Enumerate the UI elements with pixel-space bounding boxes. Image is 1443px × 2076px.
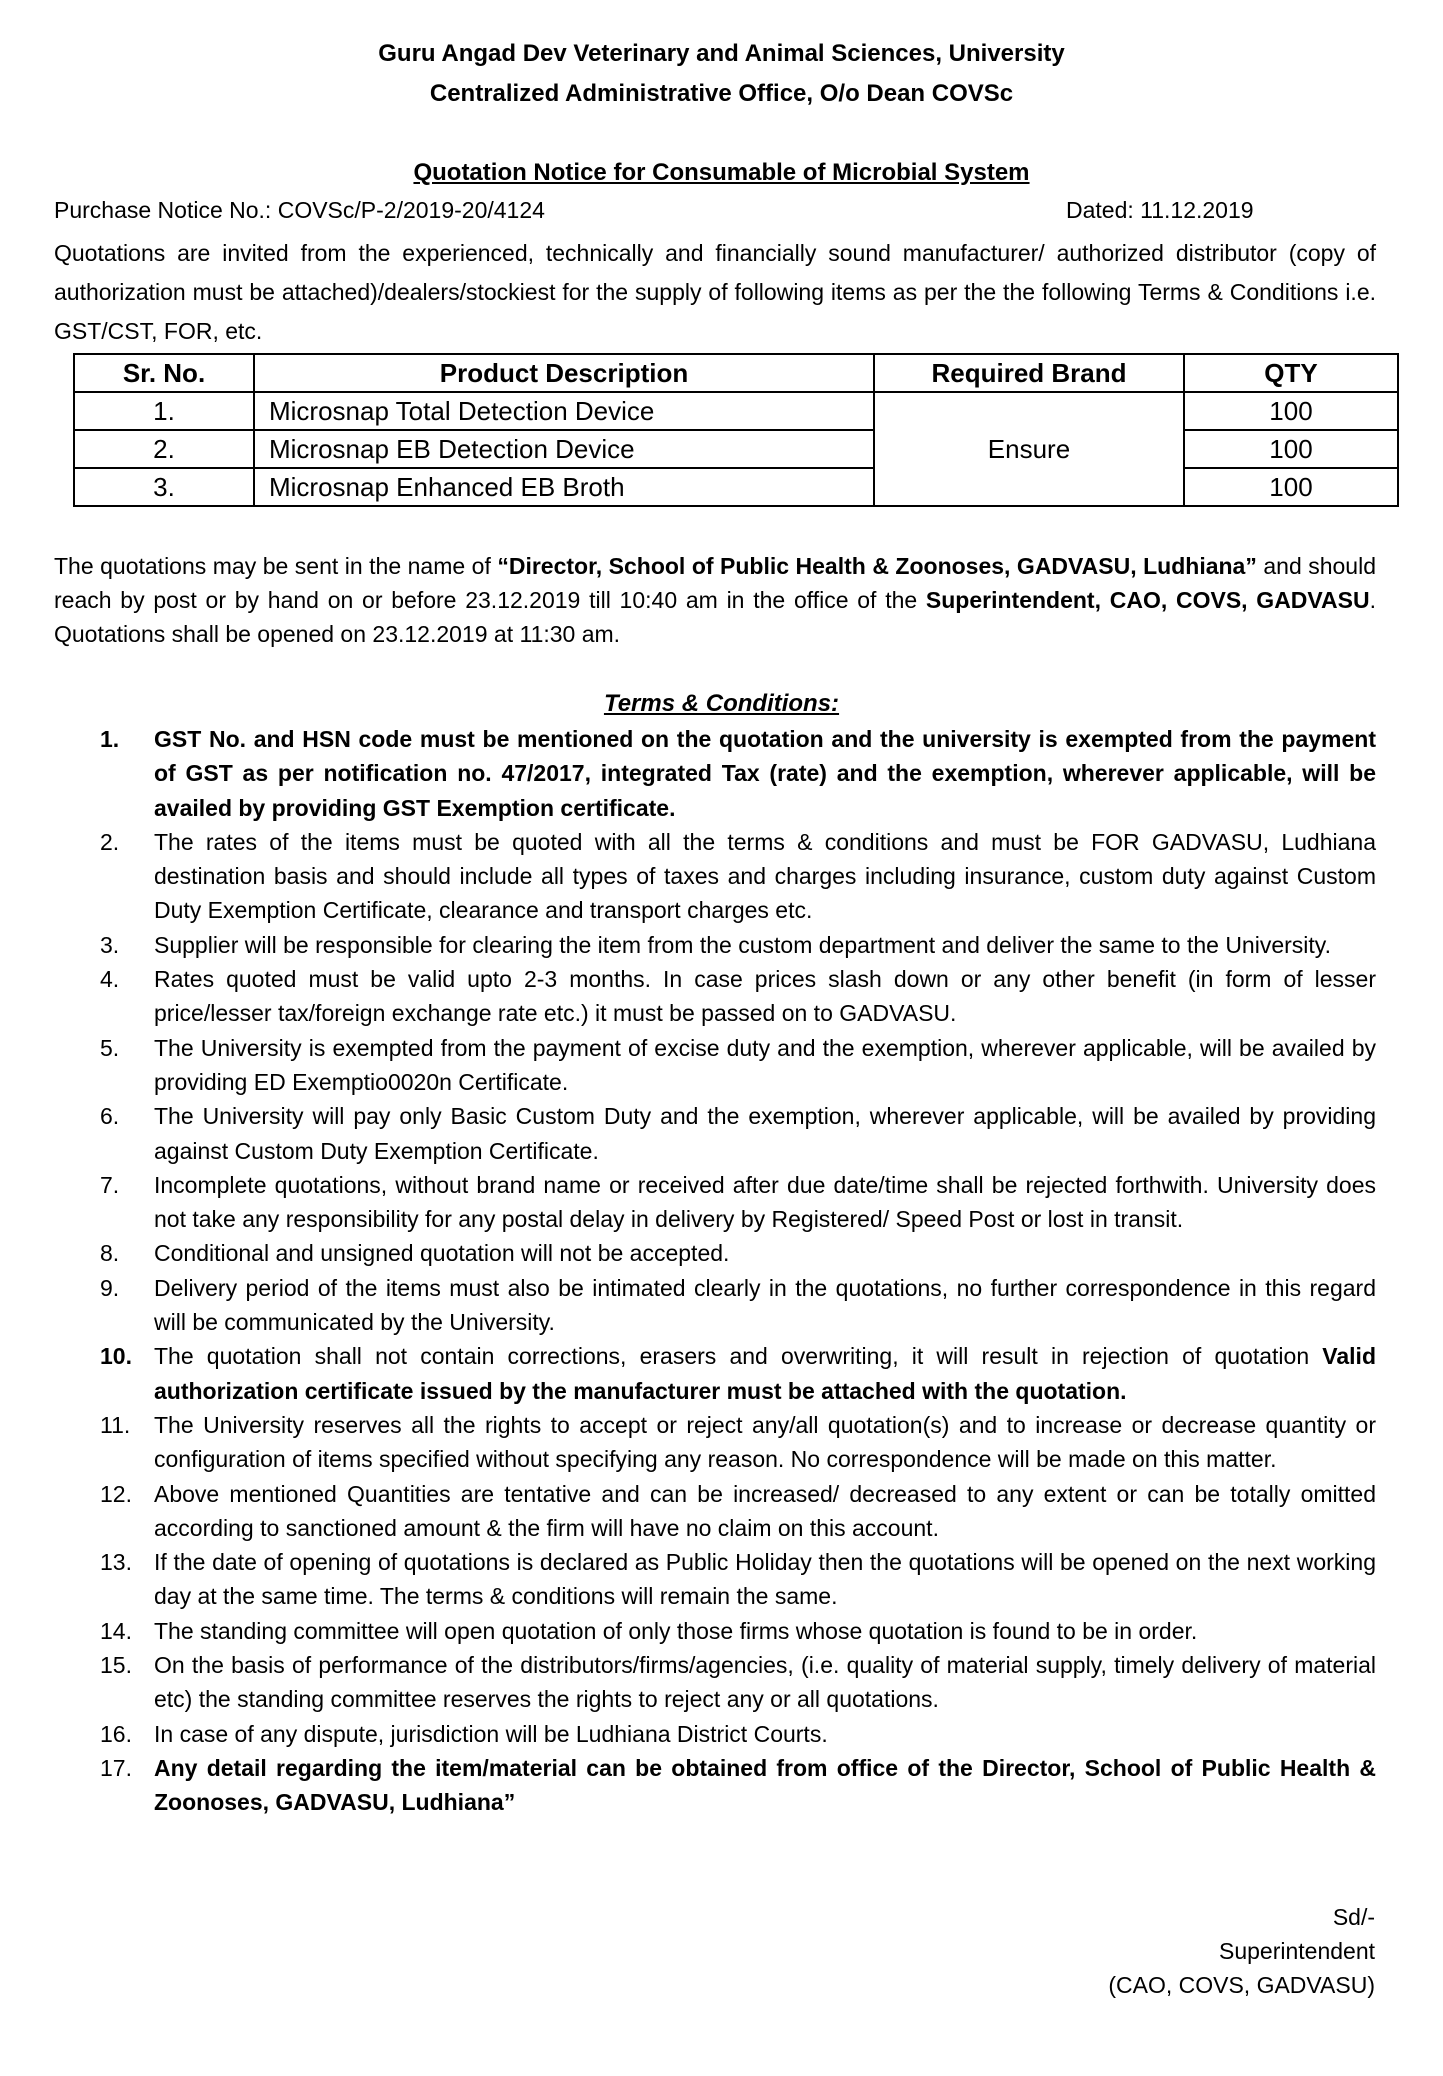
term-number: 3. — [100, 931, 120, 958]
row-brand: Ensure — [874, 392, 1184, 506]
row-qty: 100 — [1184, 468, 1398, 506]
term-text-plain: The quotation shall not contain corrections, erasers and overwriting, it will result in rejection of quotation — [154, 1343, 1310, 1370]
term-text-bold: Valid authorization certificate issued by the manufacturer must be attached with the quotation. — [154, 1343, 1376, 1404]
term-number: 15. — [100, 1652, 132, 1679]
term-number: 4. — [100, 966, 120, 993]
list-item — [100, 1648, 1376, 1717]
submission-text-3: . Quotations shall be opened on 23.12.2019 at 11:30 am. — [54, 587, 1377, 647]
signature-sd: Sd/- — [1332, 1904, 1375, 1930]
list-item — [100, 722, 1376, 825]
term-number: 1. — [100, 726, 120, 752]
list-item — [100, 1751, 1376, 1820]
term-number: 14. — [100, 1617, 132, 1644]
term-text: On the basis of performance of the distributors/firms/agencies, (i.e. quality of material supply, timely delivery of material etc) the standing committee reserves the rights to reject any or all quotations. — [154, 1652, 1376, 1713]
table-row — [74, 392, 1398, 430]
term-text: The standing committee will open quotation of only those firms whose quotation is found to be in order. — [154, 1617, 1198, 1644]
list-item — [100, 1545, 1376, 1614]
term-text: Rates quoted must be valid upto 2-3 months. In case prices slash down or any other benefit (in form of lesser price/lesser tax/foreign exchange rate etc.) it must be passed on to GADVASU. — [154, 966, 1376, 1027]
term-text: Delivery period of the items must also be intimated clearly in the quotations, no further correspondence in this regard will be communicated by the University. — [154, 1274, 1376, 1336]
term-text: Any detail regarding the item/material can be obtained from office of the Director, School of Public Health & Zoonoses, GADVASU, Ludhiana” — [154, 1754, 1376, 1816]
term-number: 7. — [100, 1171, 120, 1198]
term-text — [154, 1339, 1376, 1408]
col-header-qty: QTY — [1184, 354, 1398, 392]
signature-office: (CAO, COVS, GADVASU) — [1108, 1972, 1375, 1998]
items-table — [73, 353, 1399, 507]
row-sr: 2. — [74, 430, 254, 468]
list-item — [100, 1614, 1376, 1648]
office-name: Centralized Administrative Office, O/o Dean COVSc — [429, 80, 1014, 107]
row-qty: 100 — [1184, 392, 1398, 430]
list-item — [100, 1168, 1376, 1237]
term-text: Supplier will be responsible for clearing the item from the custom department and deliver the same to the University. — [154, 931, 1331, 958]
list-item — [100, 1099, 1376, 1168]
university-name: Guru Angad Dev Veterinary and Animal Sciences, University — [378, 40, 1065, 67]
notice-title: Quotation Notice for Consumable of Microbial System — [413, 159, 1030, 186]
term-number: 11. — [100, 1411, 131, 1438]
term-text: The University reserves all the rights to accept or reject any/all quotation(s) and to increase or decrease quantity or configuration of items specified without specifying any reason. No correspondence will be made on this matter. — [154, 1411, 1376, 1473]
notice-date: Dated: 11.12.2019 — [1066, 197, 1254, 223]
row-description: Microsnap Enhanced EB Broth — [254, 468, 874, 506]
list-item — [100, 1477, 1376, 1546]
table-row — [74, 430, 1398, 468]
row-qty: 100 — [1184, 430, 1398, 468]
term-number: 5. — [100, 1034, 120, 1061]
list-item — [100, 825, 1376, 928]
term-text: If the date of opening of quotations is declared as Public Holiday then the quotations will be opened on the next working day at the same time. The terms & conditions will remain the same. — [154, 1549, 1376, 1610]
term-text: GST No. and HSN code must be mentioned on the quotation and the university is exempted from the payment of GST as per notification no. 47/2017, integrated Tax (rate) and the exemption, wherever applicable, will be availed by providing GST Exemption certificate. — [154, 726, 1376, 821]
col-header-sr: Sr. No. — [74, 354, 254, 392]
purchase-notice-number: Purchase Notice No.: COVSc/P-2/2019-20/4124 — [54, 197, 545, 223]
term-number: 13. — [100, 1549, 132, 1576]
term-number: 10. — [100, 1343, 132, 1370]
list-item — [100, 1031, 1376, 1100]
term-text: The University is exempted from the payment of excise duty and the exemption, wherever applicable, will be availed by providing ED Exemptio0020n Certificate. — [154, 1034, 1376, 1095]
row-description: Microsnap Total Detection Device — [254, 392, 874, 430]
list-item — [100, 1236, 1376, 1270]
submission-text-1: The quotations may be sent in the name of — [54, 553, 498, 579]
list-item — [100, 962, 1376, 1031]
list-item — [100, 1339, 1376, 1408]
term-text: Conditional and unsigned quotation will not be accepted. — [154, 1240, 730, 1267]
list-item — [100, 1408, 1376, 1477]
term-number: 16. — [100, 1720, 132, 1747]
term-text: The rates of the items must be quoted with all the terms & conditions and must be FOR GADVASU, Ludhiana destination basis and should include all types of taxes and charges including insurance, custom duty against Custom Duty Exemption Certificate, clearance and transport charges etc. — [154, 828, 1376, 924]
term-text: The University will pay only Basic Custom Duty and the exemption, wherever applicable, will be availed by providing against Custom Duty Exemption Certificate. — [154, 1103, 1376, 1164]
row-sr: 1. — [74, 392, 254, 430]
intro-paragraph: Quotations are invited from the experienced, technically and financially sound manufacturer/ authorized distributor (copy of authorization must be attached)/dealers/stockiest for the supply of following items as per the the following Terms & Conditions i.e. GST/CST, FOR, etc. — [54, 240, 1376, 344]
table-header-row — [74, 354, 1398, 392]
row-description: Microsnap EB Detection Device — [254, 430, 874, 468]
list-item — [100, 1717, 1376, 1751]
term-text: In case of any dispute, jurisdiction will be Ludhiana District Courts. — [154, 1720, 828, 1747]
term-text: Above mentioned Quantities are tentative and can be increased/ decreased to any extent or can be totally omitted according to sanctioned amount & the firm will have no claim on this account. — [154, 1480, 1376, 1541]
submission-addressee: “Director, School of Public Health & Zoonoses, GADVASU, Ludhiana” — [497, 553, 1257, 579]
term-number: 17. — [100, 1754, 132, 1781]
term-number: 6. — [100, 1103, 120, 1130]
terms-list — [100, 722, 1376, 1820]
table-row — [74, 468, 1398, 506]
list-item — [100, 928, 1376, 962]
submission-paragraph — [54, 549, 1376, 651]
col-header-description: Product Description — [254, 354, 874, 392]
term-number: 8. — [100, 1240, 120, 1267]
terms-heading: Terms & Conditions: — [603, 690, 840, 717]
term-text: Incomplete quotations, without brand name or received after due date/time shall be rejected forthwith. University does not take any responsibility for any postal delay in delivery by Registered/ Speed Post or lost in transit. — [154, 1171, 1376, 1233]
col-header-brand: Required Brand — [874, 354, 1184, 392]
submission-text-2: and should reach by post or by hand on or before 23.12.2019 till 10:40 am in the office of the — [54, 553, 1377, 613]
submission-office: Superintendent, CAO, COVS, GADVASU — [925, 587, 1370, 613]
row-sr: 3. — [74, 468, 254, 506]
term-number: 12. — [100, 1480, 132, 1507]
list-item — [100, 1271, 1376, 1340]
signature-designation: Superintendent — [1218, 1938, 1375, 1964]
term-number: 9. — [100, 1274, 120, 1301]
term-number: 2. — [100, 828, 120, 855]
